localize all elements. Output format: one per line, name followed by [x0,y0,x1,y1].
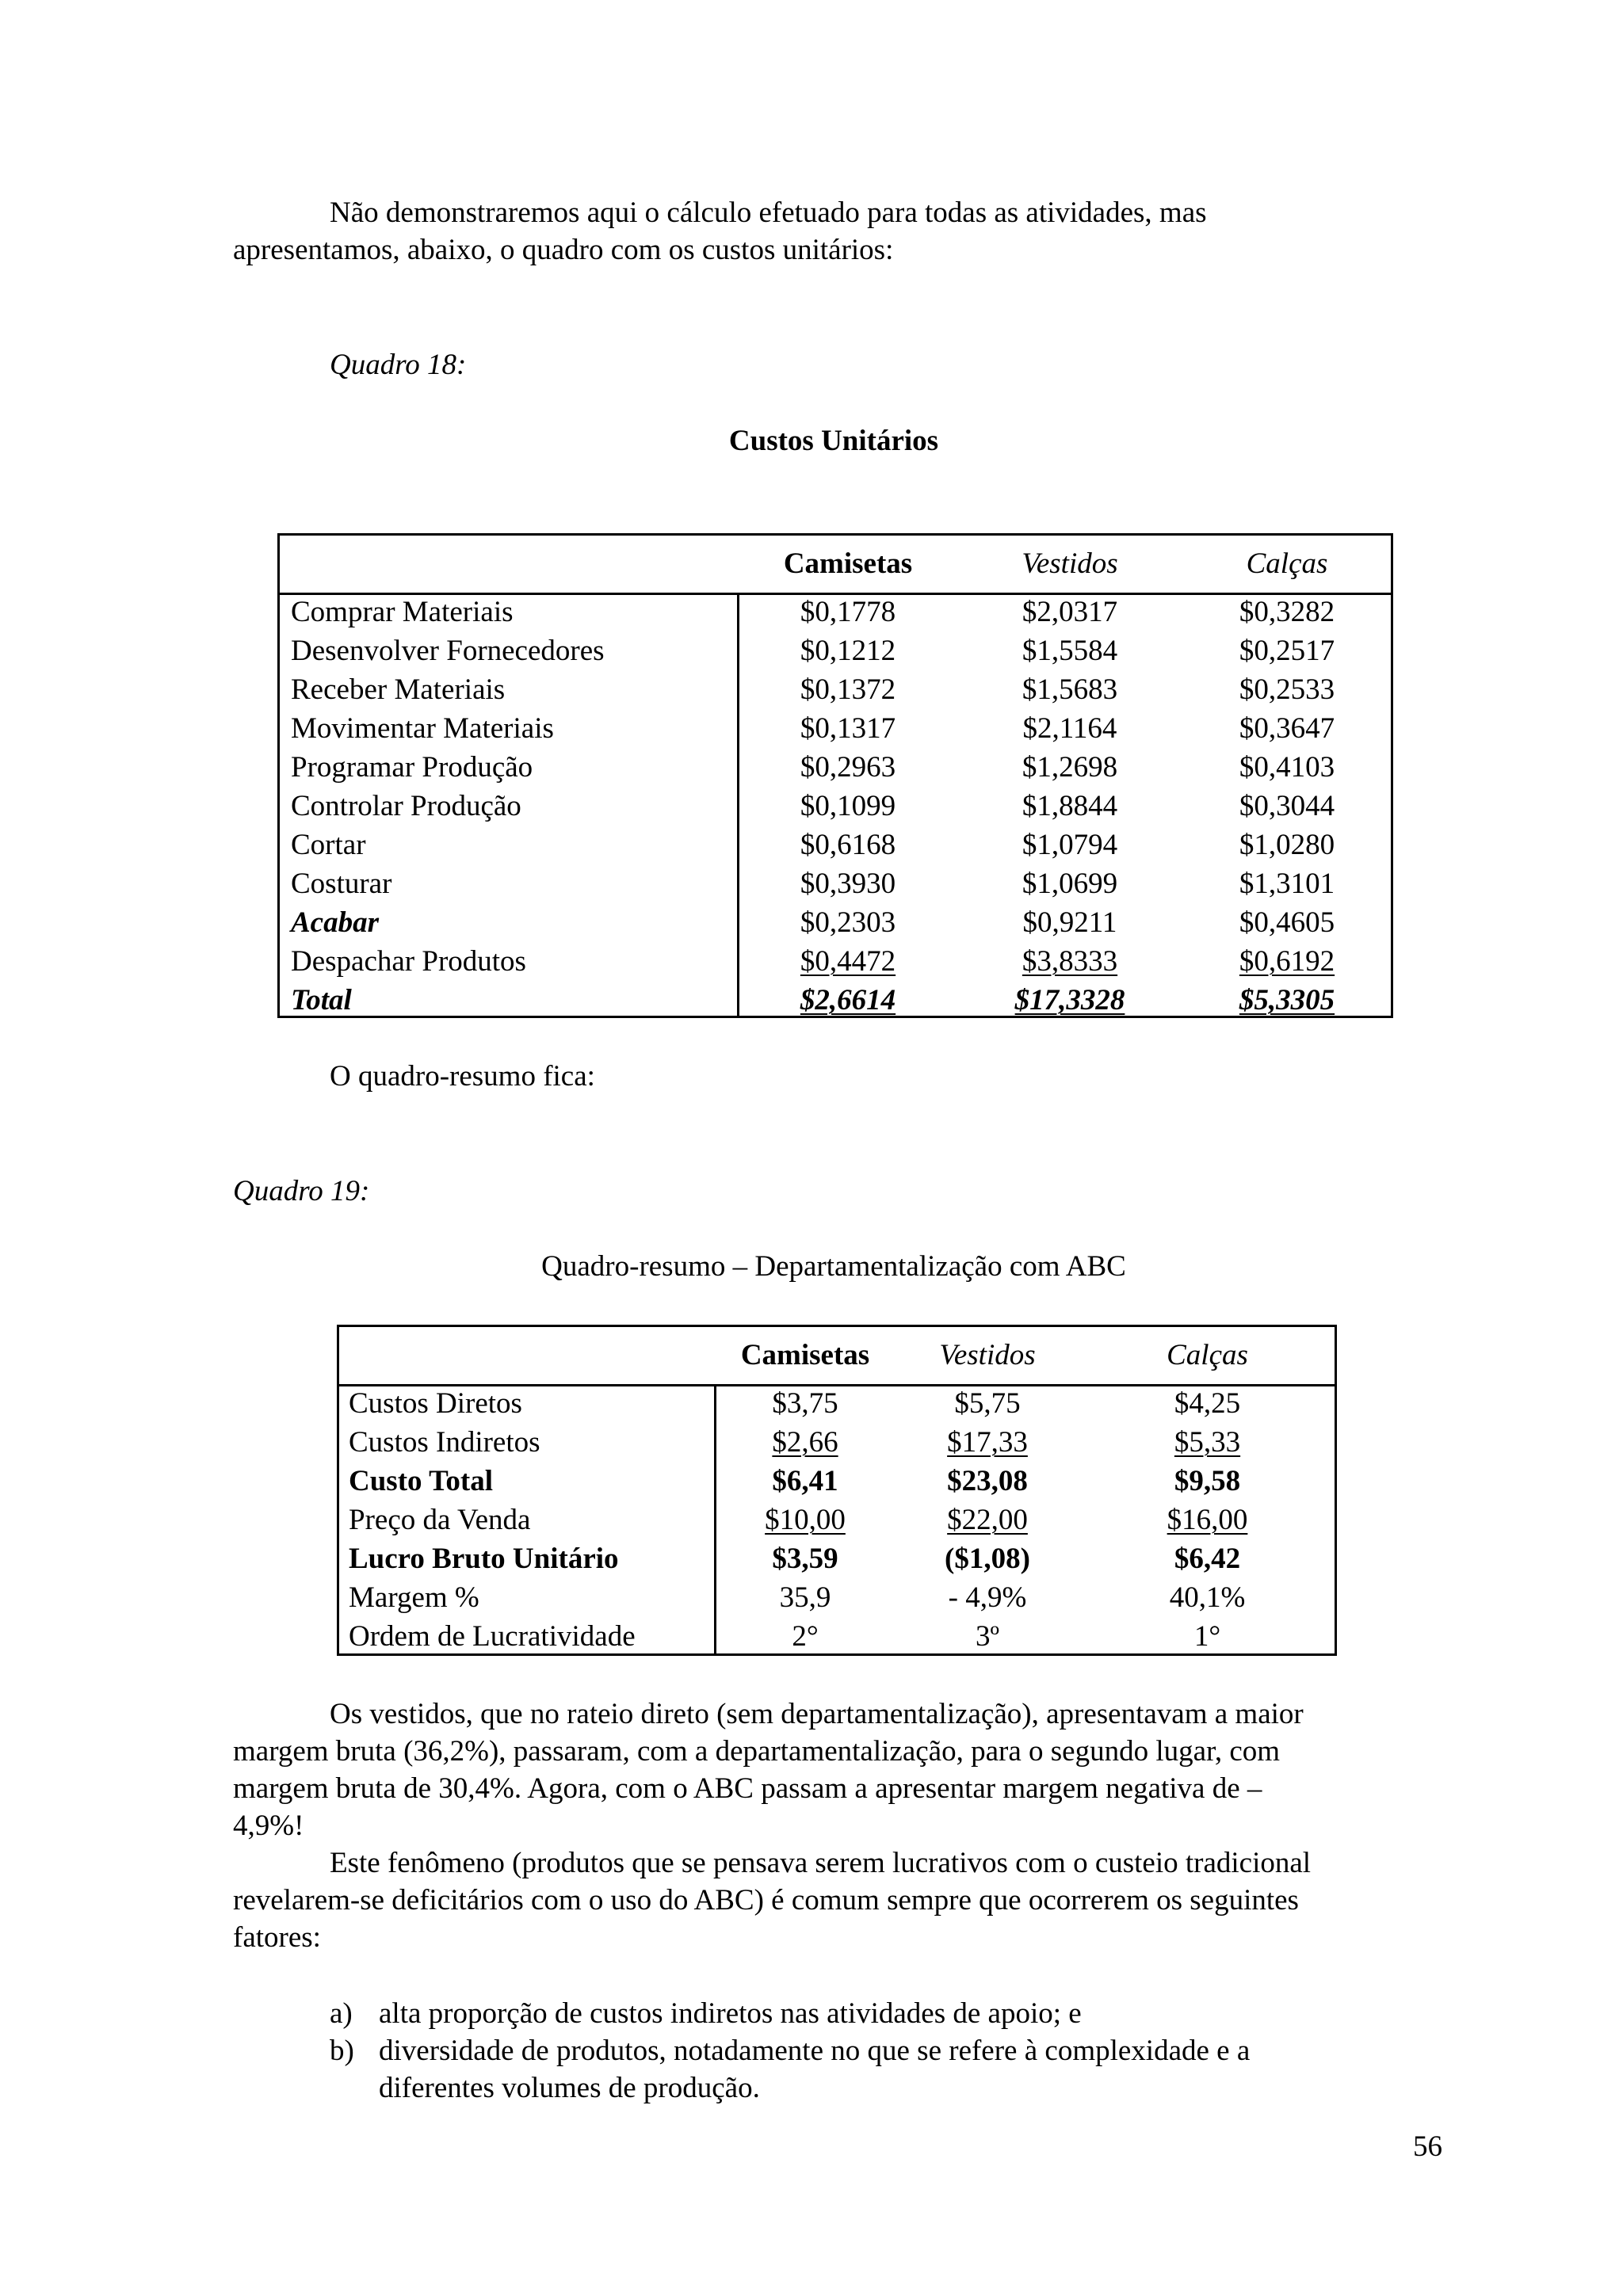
cell-value: $0,4605 [1239,906,1335,939]
cell-value: $5,33 [1174,1426,1241,1459]
cell-value: $1,2698 [1022,751,1118,784]
cell-value: $9,58 [1174,1465,1241,1497]
cell-value: $1,8844 [1022,790,1118,822]
cell-value: $0,2533 [1239,673,1335,706]
cell-value: $1,5683 [1022,673,1118,706]
cell-value: $6,42 [1174,1543,1241,1575]
row-label: Custos Diretos [349,1387,522,1420]
cell-value: $0,6168 [800,829,896,861]
cell-value: $3,75 [772,1387,838,1420]
table-row [280,748,1391,787]
table-row [339,1578,1335,1617]
cell-value: 35,9 [779,1581,831,1614]
factor-list [330,1995,1439,2107]
table-body [339,1384,1335,1656]
cell-value: $22,00 [947,1504,1028,1536]
table-row [280,826,1391,864]
cell-value: $0,2517 [1239,635,1335,667]
quadro-18-label: Quadro 18: [330,349,467,381]
table-row [280,942,1391,981]
cell-value: $16,00 [1167,1504,1248,1536]
cell-value: $0,1372 [800,673,896,706]
intro-line-1: Não demonstraremos aqui o cálculo efetuado para todas as atividades, mas [330,196,1207,229]
cell-value: $1,0280 [1239,829,1335,861]
cell-value: 1° [1193,1620,1221,1653]
row-label: Lucro Bruto Unitário [349,1543,619,1575]
table-row [280,631,1391,670]
cell-value: $0,1212 [800,635,896,667]
cell-value: $10,00 [765,1504,846,1536]
cell-value: $4,25 [1174,1387,1241,1420]
quadro-19-table [337,1325,1337,1656]
row-label: Ordem de Lucratividade [349,1620,636,1653]
table-row [280,670,1391,709]
table-body [280,593,1391,1020]
table-row [339,1384,1335,1423]
cell-value: $0,3044 [1239,790,1335,822]
quadro-18-table [277,533,1393,1018]
cell-value: $23,08 [947,1465,1028,1497]
cell-value: $1,5584 [1022,635,1118,667]
quadro-18-title: Custos Unitários [728,425,939,457]
table-row [339,1617,1335,1656]
cell-value: $1,0794 [1022,829,1118,861]
header-vestidos: Vestidos [939,1339,1036,1371]
table-row [339,1501,1335,1539]
row-label: Custo Total [349,1465,493,1497]
cell-value: $0,4103 [1239,751,1335,784]
cell-value: $0,1099 [800,790,896,822]
quadro-19-title: Quadro-resumo – Departamentalização com ABC [541,1250,1126,1283]
table-row [280,864,1391,903]
row-label: Receber Materiais [291,673,506,706]
cell-value: - 4,9% [948,1581,1027,1614]
intro-line-2: apresentamos, abaixo, o quadro com os custos unitários: [233,234,894,266]
header-calcas: Calças [1246,547,1328,580]
header-camisetas: Camisetas [783,547,913,580]
row-label: Movimentar Materiais [291,712,554,745]
cell-value: $17,33 [947,1426,1028,1459]
table-row [339,1539,1335,1578]
cell-value: $17,3328 [1014,984,1125,1016]
cell-value: $2,0317 [1022,596,1118,628]
row-label: Margem % [349,1581,479,1614]
cell-value: $0,9211 [1022,906,1117,939]
table-row [339,1462,1335,1501]
cell-value: $5,75 [954,1387,1021,1420]
table-row [280,593,1391,631]
cell-value: $0,6192 [1239,945,1335,978]
cell-value: $3,8333 [1022,945,1118,978]
row-label: Controlar Produção [291,790,521,822]
table-row [339,1423,1335,1462]
cell-value: $1,3101 [1239,868,1335,900]
header-calcas: Calças [1167,1339,1248,1371]
page-number: 56 [1413,2130,1442,2163]
resumo-intro: O quadro-resumo fica: [330,1060,595,1093]
cell-value: 40,1% [1169,1581,1246,1614]
row-label: Comprar Materiais [291,596,514,628]
cell-value: ($1,08) [945,1543,1030,1575]
row-label: Cortar [291,829,366,861]
table-row [280,903,1391,942]
cell-value: $6,41 [772,1465,838,1497]
row-label: Programar Produção [291,751,533,784]
cell-value: $0,3647 [1239,712,1335,745]
list-item: a) alta proporção de custos indiretos nas atividades de apoio; e [330,1997,1082,2030]
row-label: Costurar [291,868,392,900]
table-row [280,981,1391,1020]
row-label: Despachar Produtos [291,945,526,978]
cell-value: $5,3305 [1239,984,1335,1016]
intro-paragraph [233,194,1442,269]
header-camisetas: Camisetas [740,1339,870,1371]
cell-value: $0,2963 [800,751,896,784]
cell-value: $3,59 [772,1543,838,1575]
cell-value: $0,1778 [800,596,896,628]
cell-value: $2,1164 [1022,712,1117,745]
header-vestidos: Vestidos [1022,547,1118,580]
cell-value: 2° [792,1620,819,1653]
table-row [280,709,1391,748]
paragraph-fenomeno: Este fenômeno (produtos que se pensava serem lucrativos com o custeio tradicional revelarem-se deficitários com o uso do ABC) é comum sempre que ocorrerem os seguintes fatores: [233,1847,1312,1954]
row-label: Acabar [291,906,379,939]
cell-value: $0,3930 [800,868,896,900]
row-label: Total [291,984,352,1016]
cell-value: $0,1317 [800,712,896,745]
cell-value: $0,2303 [800,906,896,939]
cell-value: $2,6614 [800,984,896,1016]
row-label: Desenvolver Fornecedores [291,635,605,667]
cell-value: $2,66 [772,1426,838,1459]
quadro-19-label: Quadro 19: [233,1175,370,1207]
cell-value: $1,0699 [1022,868,1118,900]
row-label: Custos Indiretos [349,1426,540,1459]
cell-value: $0,4472 [800,945,896,978]
list-item: b) diversidade de produtos, notadamente no que se refere à complexidade e a diferentes volumes de produção. [330,2035,1251,2104]
row-label: Preço da Venda [349,1504,531,1536]
cell-value: $0,3282 [1239,596,1335,628]
cell-value: 3º [976,1620,999,1653]
table-row [280,787,1391,826]
paragraph-vestidos: Os vestidos, que no rateio direto (sem departamentalização), apresentavam a maior margem bruta (36,2%), passaram, com a departamentalização, para o segundo lugar, com margem bruta de 30,4%. Agora, com o ABC passam a apresentar margem negativa de – 4,9%! [233,1698,1304,1842]
